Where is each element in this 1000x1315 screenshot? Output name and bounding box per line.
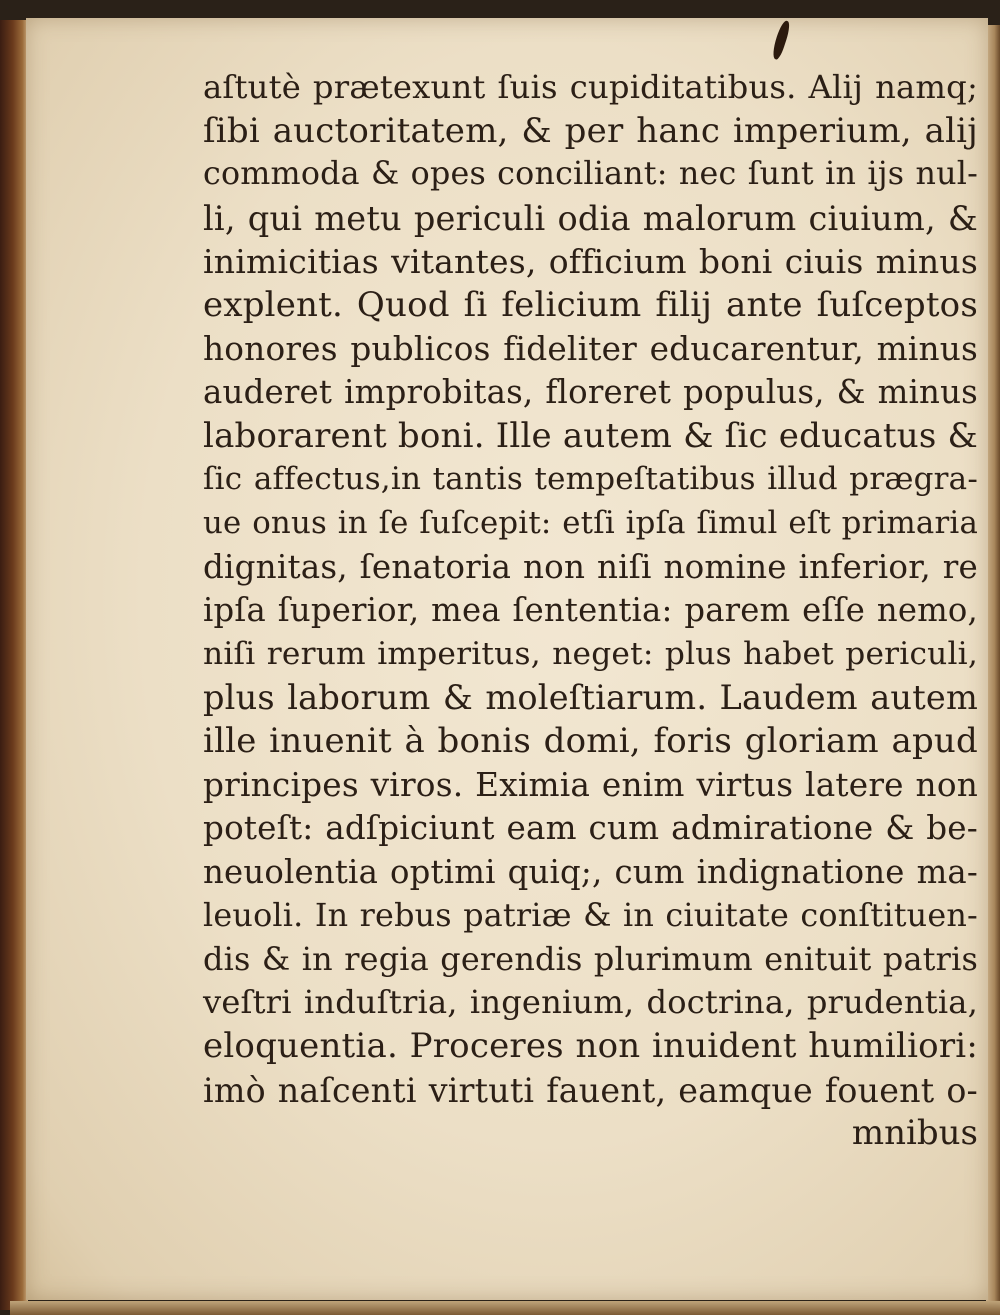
text-line: li, qui metu periculi odia malorum ciuium, & bbox=[203, 198, 978, 238]
text-line: leuoli. In rebus patriæ & in ciuitate conſtituen- bbox=[203, 896, 978, 935]
text-line: ſibi auctoritatem, & per hanc imperium, alij bbox=[203, 110, 978, 151]
text-line: inimicitias vitantes, officium boni ciuis minus bbox=[203, 242, 978, 282]
paper-page bbox=[26, 18, 988, 1300]
ink-mark bbox=[770, 19, 792, 60]
text-line: imò naſcenti virtuti fauent, eamque fouent o- bbox=[203, 1070, 978, 1110]
text-line: eloquentia. Proceres non inuident humiliori: bbox=[203, 1026, 978, 1067]
text-line: neuolentia optimi quiq;, cum indignatione ma- bbox=[203, 852, 978, 891]
text-line: dignitas, ſenatoria non niſi nomine inferior, re bbox=[203, 547, 978, 586]
text-line: ipſa ſuperior, mea ſententia: parem eſſe nemo, bbox=[203, 591, 978, 630]
page-bottom-edge bbox=[10, 1301, 1000, 1315]
text-line: dis & in regia gerendis plurimum enituit patris bbox=[203, 939, 978, 978]
text-line: honores publicos fideliter educarentur, minus bbox=[203, 329, 978, 368]
text-line: poteſt: adſpiciunt eam cum admiratione & be- bbox=[203, 809, 978, 848]
text-line: veſtri induſtria, ingenium, doctrina, prudentia, bbox=[203, 983, 978, 1022]
page-fore-edge bbox=[986, 25, 1000, 1305]
text-line: auderet improbitas, floreret populus, & minus bbox=[203, 373, 978, 412]
text-line: explent. Quod ſi felicium filij ante ſuſceptos bbox=[203, 284, 978, 325]
text-line: ſic affectus,in tantis tempeſtatibus illud prægra- bbox=[203, 461, 978, 498]
catchword: mnibus bbox=[851, 1113, 978, 1154]
body-text bbox=[203, 66, 978, 1156]
text-line: laborarent boni. Ille autem & ſic educatus & bbox=[203, 415, 978, 456]
text-line: plus laborum & moleſtiarum. Laudem autem bbox=[203, 678, 978, 718]
text-line: ille inuenit à bonis domi, foris gloriam apud bbox=[203, 720, 978, 761]
text-line: commoda & opes conciliant: nec ſunt in ijs nul- bbox=[203, 156, 978, 193]
text-line: aſtutè prætexunt ſuis cupiditatibus. Alij namq; bbox=[203, 68, 978, 106]
book-binding-edge bbox=[0, 20, 28, 1310]
text-line: principes viros. Eximia enim virtus latere non bbox=[203, 765, 978, 804]
text-line: niſi rerum imperitus, neget: plus habet periculi, bbox=[203, 635, 978, 672]
text-line: ue onus in ſe ſuſcepit: etſi ipſa ſimul eſt primaria bbox=[203, 504, 978, 541]
